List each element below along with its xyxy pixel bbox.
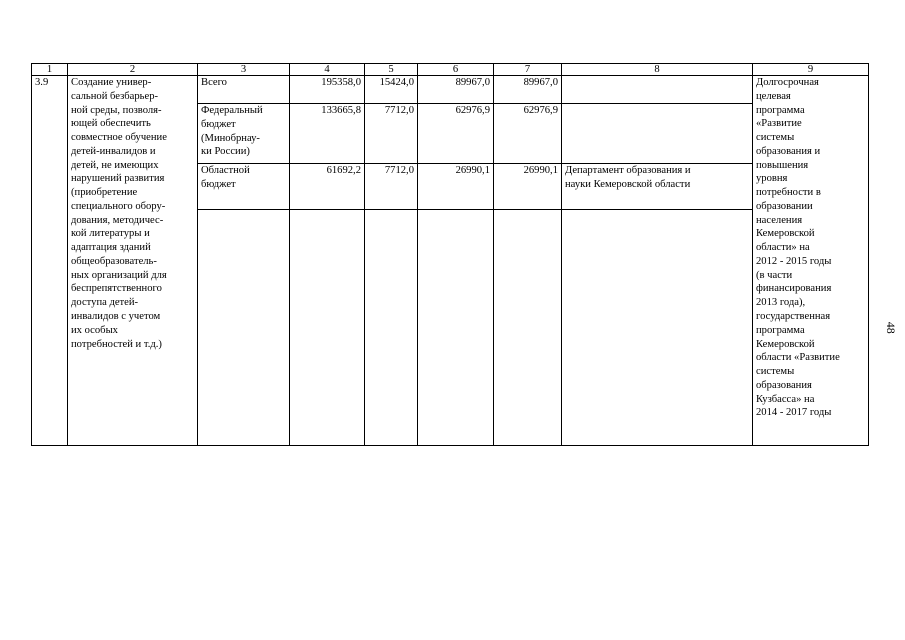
measure-description-cell: Создание универ- сальной безбарьер- ной среды, позволя- ющей обеспечить совместное обучение детей-инвалидов и детей, не имеющих нарушений развития (приобретение специального обору- дования, методичес- кой литературы и адаптация зданий общеобразователь- ных организаций для беспрепятственного доступа детей- инвалидов с учетом их особых потребностей и т.д.)	[68, 76, 198, 446]
amount-cell: 62976,9	[494, 104, 562, 164]
column-number-8: 8	[562, 64, 753, 76]
amount-cell: 15424,0	[365, 76, 418, 104]
empty-cell	[494, 210, 562, 446]
amount-cell: 89967,0	[494, 76, 562, 104]
funding-source-cell: Федеральный бюджет (Минобрнау- ки России)	[198, 104, 290, 164]
row-number-cell: 3.9	[32, 76, 68, 446]
amount-cell: 26990,1	[418, 164, 494, 210]
column-number-1: 1	[32, 64, 68, 76]
header-row	[32, 64, 869, 76]
empty-cell	[562, 210, 753, 446]
executor-cell	[562, 104, 753, 164]
amount-cell: 7712,0	[365, 104, 418, 164]
empty-cell	[365, 210, 418, 446]
column-number-7: 7	[494, 64, 562, 76]
sub-row-total	[32, 76, 869, 104]
column-number-5: 5	[365, 64, 418, 76]
amount-cell: 133665,8	[290, 104, 365, 164]
amount-cell: 195358,0	[290, 76, 365, 104]
column-number-9: 9	[753, 64, 869, 76]
funding-source-cell: Областной бюджет	[198, 164, 290, 210]
column-number-2: 2	[68, 64, 198, 76]
page-number: 48	[883, 321, 898, 334]
column-number-4: 4	[290, 64, 365, 76]
amount-cell: 89967,0	[418, 76, 494, 104]
executor-cell: Департамент образования и науки Кемеровской области	[562, 164, 753, 210]
program-cell: Долгосрочная целевая программа «Развитие системы образования и повышения уровня потребности в образовании населения Кемеровской области» на 2012 - 2015 годы (в части финансирования 2013 года), государственная программа Кемеровской области «Развитие системы образования Кузбасса» на 2014 - 2017 годы	[753, 76, 869, 446]
program-table	[31, 63, 869, 446]
amount-cell: 62976,9	[418, 104, 494, 164]
empty-cell	[290, 210, 365, 446]
funding-source-cell: Всего	[198, 76, 290, 104]
empty-cell	[198, 210, 290, 446]
amount-cell: 7712,0	[365, 164, 418, 210]
empty-cell	[418, 210, 494, 446]
column-number-3: 3	[198, 64, 290, 76]
amount-cell: 61692,2	[290, 164, 365, 210]
amount-cell: 26990,1	[494, 164, 562, 210]
executor-cell	[562, 76, 753, 104]
column-number-6: 6	[418, 64, 494, 76]
